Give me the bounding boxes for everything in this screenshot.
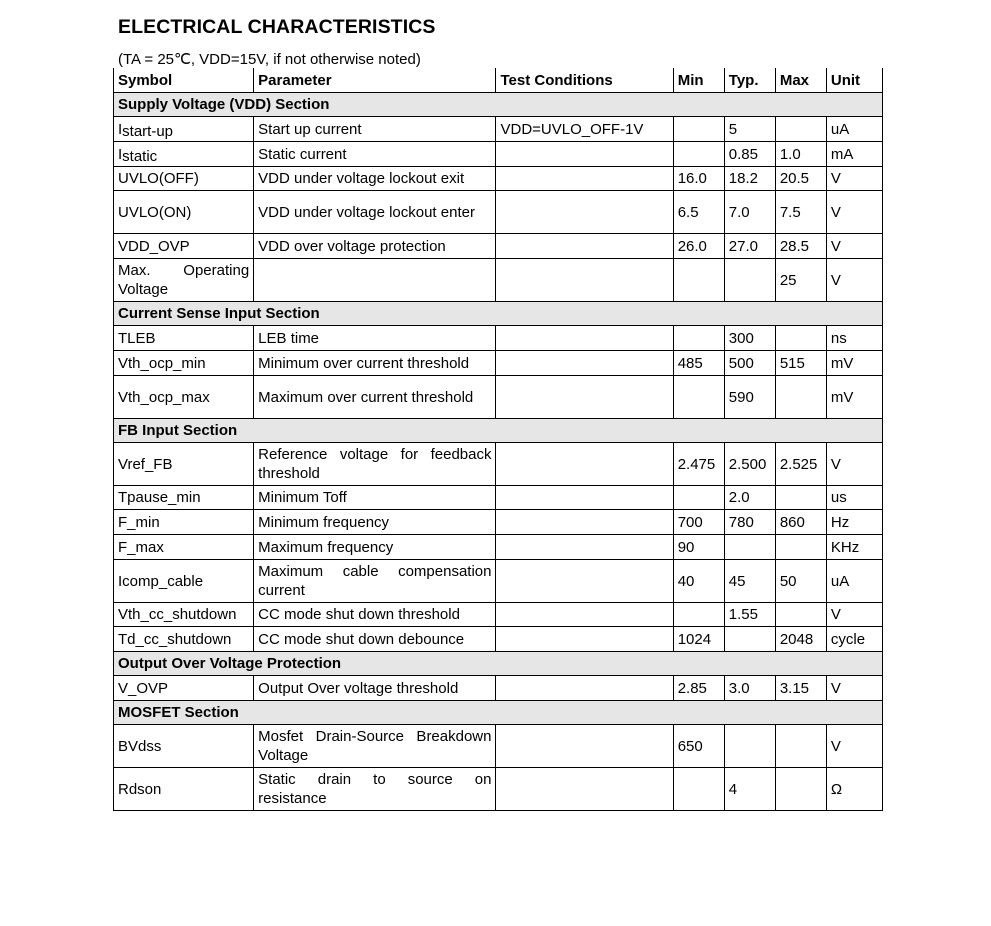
- cell-parameter: Start up current: [254, 117, 496, 142]
- cell-unit: V: [826, 676, 882, 701]
- cell-symbol: Vth_ocp_min: [114, 351, 254, 376]
- cell-parameter: LEB time: [254, 326, 496, 351]
- section-title: Output Over Voltage Protection: [114, 652, 883, 676]
- cell-unit: V: [826, 443, 882, 486]
- cell-typ: 45: [724, 560, 775, 603]
- cell-typ: 590: [724, 376, 775, 419]
- cell-max: 3.15: [775, 676, 826, 701]
- cell-symbol: Vth_ocp_max: [114, 376, 254, 419]
- table-row: [114, 259, 883, 302]
- cell-min: 485: [673, 351, 724, 376]
- symbol-subscript: start-up: [122, 122, 174, 140]
- section-title: Supply Voltage (VDD) Section: [114, 93, 883, 117]
- cell-max: 2.525: [775, 443, 826, 486]
- cell-conditions: [496, 725, 673, 768]
- table-row: [114, 142, 883, 167]
- cell-max: 860: [775, 510, 826, 535]
- header-symbol: Symbol: [114, 68, 254, 93]
- cell-typ: 300: [724, 326, 775, 351]
- table-row: [114, 510, 883, 535]
- cell-max: [775, 486, 826, 510]
- cell-conditions: [496, 486, 673, 510]
- cell-typ: 3.0: [724, 676, 775, 701]
- cell-symbol: F_min: [114, 510, 254, 535]
- cell-parameter: Static drain to source on resistance: [254, 768, 496, 811]
- cell-max: 28.5: [775, 234, 826, 259]
- cell-conditions: [496, 768, 673, 811]
- cell-symbol: UVLO(OFF): [114, 167, 254, 191]
- cell-min: 90: [673, 535, 724, 560]
- cell-conditions: VDD=UVLO_OFF-1V: [496, 117, 673, 142]
- cell-typ: [724, 535, 775, 560]
- cell-symbol: BVdss: [114, 725, 254, 768]
- cell-symbol: Vref_FB: [114, 443, 254, 486]
- cell-typ: 27.0: [724, 234, 775, 259]
- cell-max: [775, 117, 826, 142]
- cell-conditions: [496, 142, 673, 167]
- section-title: FB Input Section: [114, 419, 883, 443]
- cell-min: [673, 603, 724, 627]
- cell-unit: uA: [826, 560, 882, 603]
- cell-unit: V: [826, 191, 882, 234]
- cell-unit: ns: [826, 326, 882, 351]
- cell-parameter: CC mode shut down debounce: [254, 627, 496, 652]
- cell-typ: 7.0: [724, 191, 775, 234]
- table-row: [114, 191, 883, 234]
- cell-parameter: Maximum over current threshold: [254, 376, 496, 419]
- cell-min: 1024: [673, 627, 724, 652]
- table-row: [114, 603, 883, 627]
- section-header: [114, 419, 883, 443]
- cell-symbol: Td_cc_shutdown: [114, 627, 254, 652]
- cell-min: 6.5: [673, 191, 724, 234]
- cell-typ: [724, 725, 775, 768]
- cell-symbol: Max. Operating Voltage: [114, 259, 254, 302]
- cell-parameter: VDD under voltage lockout exit: [254, 167, 496, 191]
- cell-parameter: Static current: [254, 142, 496, 167]
- symbol-main: I: [118, 120, 123, 138]
- cell-min: 16.0: [673, 167, 724, 191]
- cell-typ: 0.85: [724, 142, 775, 167]
- cell-unit: mA: [826, 142, 882, 167]
- cell-symbol: UVLO(ON): [114, 191, 254, 234]
- cell-parameter: Maximum frequency: [254, 535, 496, 560]
- cell-min: [673, 486, 724, 510]
- section-header: [114, 701, 883, 725]
- table-row: [114, 676, 883, 701]
- table-row: [114, 376, 883, 419]
- cell-unit: uA: [826, 117, 882, 142]
- section-header: [114, 652, 883, 676]
- cell-max: [775, 376, 826, 419]
- header-parameter: Parameter: [254, 68, 496, 93]
- cell-unit: KHz: [826, 535, 882, 560]
- cell-parameter: CC mode shut down threshold: [254, 603, 496, 627]
- cell-symbol: [114, 142, 254, 167]
- section-header: [114, 302, 883, 326]
- header-max: Max: [775, 68, 826, 93]
- cell-min: [673, 376, 724, 419]
- cell-min: [673, 768, 724, 811]
- cell-parameter: Minimum over current threshold: [254, 351, 496, 376]
- cell-unit: mV: [826, 351, 882, 376]
- cell-unit: V: [826, 259, 882, 302]
- cell-typ: 5: [724, 117, 775, 142]
- cell-symbol: V_OVP: [114, 676, 254, 701]
- cell-conditions: [496, 191, 673, 234]
- cell-conditions: [496, 560, 673, 603]
- cell-unit: V: [826, 725, 882, 768]
- cell-typ: [724, 259, 775, 302]
- cell-max: 2048: [775, 627, 826, 652]
- cell-conditions: [496, 234, 673, 259]
- cell-min: [673, 117, 724, 142]
- table-row: [114, 768, 883, 811]
- header-unit: Unit: [826, 68, 882, 93]
- header-row: [114, 68, 883, 93]
- cell-symbol: VDD_OVP: [114, 234, 254, 259]
- table-row: [114, 443, 883, 486]
- cell-conditions: [496, 603, 673, 627]
- cell-max: [775, 603, 826, 627]
- symbol-main: I: [118, 145, 123, 163]
- table-row: [114, 535, 883, 560]
- header-test-conditions: Test Conditions: [496, 68, 673, 93]
- cell-unit: V: [826, 603, 882, 627]
- cell-min: 40: [673, 560, 724, 603]
- cell-max: [775, 768, 826, 811]
- cell-conditions: [496, 351, 673, 376]
- cell-max: [775, 535, 826, 560]
- cell-conditions: [496, 376, 673, 419]
- cell-symbol: [114, 117, 254, 142]
- cell-typ: 1.55: [724, 603, 775, 627]
- cell-parameter: [254, 259, 496, 302]
- symbol-subscript: static: [122, 147, 158, 165]
- cell-conditions: [496, 627, 673, 652]
- cell-min: 650: [673, 725, 724, 768]
- cell-conditions: [496, 443, 673, 486]
- cell-parameter: Minimum Toff: [254, 486, 496, 510]
- table-row: [114, 351, 883, 376]
- table-row: [114, 167, 883, 191]
- cell-max: [775, 326, 826, 351]
- cell-symbol: Rdson: [114, 768, 254, 811]
- cell-symbol: Tpause_min: [114, 486, 254, 510]
- cell-min: 2.475: [673, 443, 724, 486]
- table-row: [114, 326, 883, 351]
- cell-typ: [724, 627, 775, 652]
- cell-max: 7.5: [775, 191, 826, 234]
- table-row: [114, 627, 883, 652]
- cell-parameter: VDD under voltage lockout enter: [254, 191, 496, 234]
- cell-unit: V: [826, 167, 882, 191]
- cell-parameter: Reference voltage for feedback threshold: [254, 443, 496, 486]
- table-row: [114, 117, 883, 142]
- cell-conditions: [496, 259, 673, 302]
- cell-unit: mV: [826, 376, 882, 419]
- cell-min: 700: [673, 510, 724, 535]
- cell-conditions: [496, 676, 673, 701]
- cell-unit: Hz: [826, 510, 882, 535]
- cell-symbol: F_max: [114, 535, 254, 560]
- cell-symbol: TLEB: [114, 326, 254, 351]
- table-row: [114, 560, 883, 603]
- cell-typ: 4: [724, 768, 775, 811]
- header-typ: Typ.: [724, 68, 775, 93]
- cell-parameter: Maximum cable compensation current: [254, 560, 496, 603]
- page-title: ELECTRICAL CHARACTERISTICS: [118, 16, 436, 38]
- cell-unit: cycle: [826, 627, 882, 652]
- cell-conditions: [496, 326, 673, 351]
- cell-max: 20.5: [775, 167, 826, 191]
- table-row: [114, 234, 883, 259]
- cell-parameter: Mosfet Drain-Source Breakdown Voltage: [254, 725, 496, 768]
- cell-min: 26.0: [673, 234, 724, 259]
- cell-max: 50: [775, 560, 826, 603]
- header-min: Min: [673, 68, 724, 93]
- table-row: [114, 486, 883, 510]
- section-title: Current Sense Input Section: [114, 302, 883, 326]
- cell-conditions: [496, 535, 673, 560]
- cell-conditions: [496, 167, 673, 191]
- cell-max: 515: [775, 351, 826, 376]
- table-row: [114, 725, 883, 768]
- cell-typ: 780: [724, 510, 775, 535]
- cell-max: 25: [775, 259, 826, 302]
- cell-min: [673, 326, 724, 351]
- cell-typ: 18.2: [724, 167, 775, 191]
- cell-min: [673, 259, 724, 302]
- cell-unit: Ω: [826, 768, 882, 811]
- electrical-characteristics-table: [113, 68, 883, 811]
- conditions-note: (TA = 25℃, VDD=15V, if not otherwise noted): [118, 51, 421, 68]
- cell-symbol: Icomp_cable: [114, 560, 254, 603]
- cell-min: [673, 142, 724, 167]
- cell-max: [775, 725, 826, 768]
- cell-typ: 2.500: [724, 443, 775, 486]
- cell-unit: us: [826, 486, 882, 510]
- section-header: [114, 93, 883, 117]
- cell-min: 2.85: [673, 676, 724, 701]
- cell-parameter: Output Over voltage threshold: [254, 676, 496, 701]
- cell-max: 1.0: [775, 142, 826, 167]
- cell-typ: 500: [724, 351, 775, 376]
- cell-conditions: [496, 510, 673, 535]
- cell-symbol: Vth_cc_shutdown: [114, 603, 254, 627]
- cell-typ: 2.0: [724, 486, 775, 510]
- section-title: MOSFET Section: [114, 701, 883, 725]
- cell-parameter: VDD over voltage protection: [254, 234, 496, 259]
- cell-unit: V: [826, 234, 882, 259]
- cell-parameter: Minimum frequency: [254, 510, 496, 535]
